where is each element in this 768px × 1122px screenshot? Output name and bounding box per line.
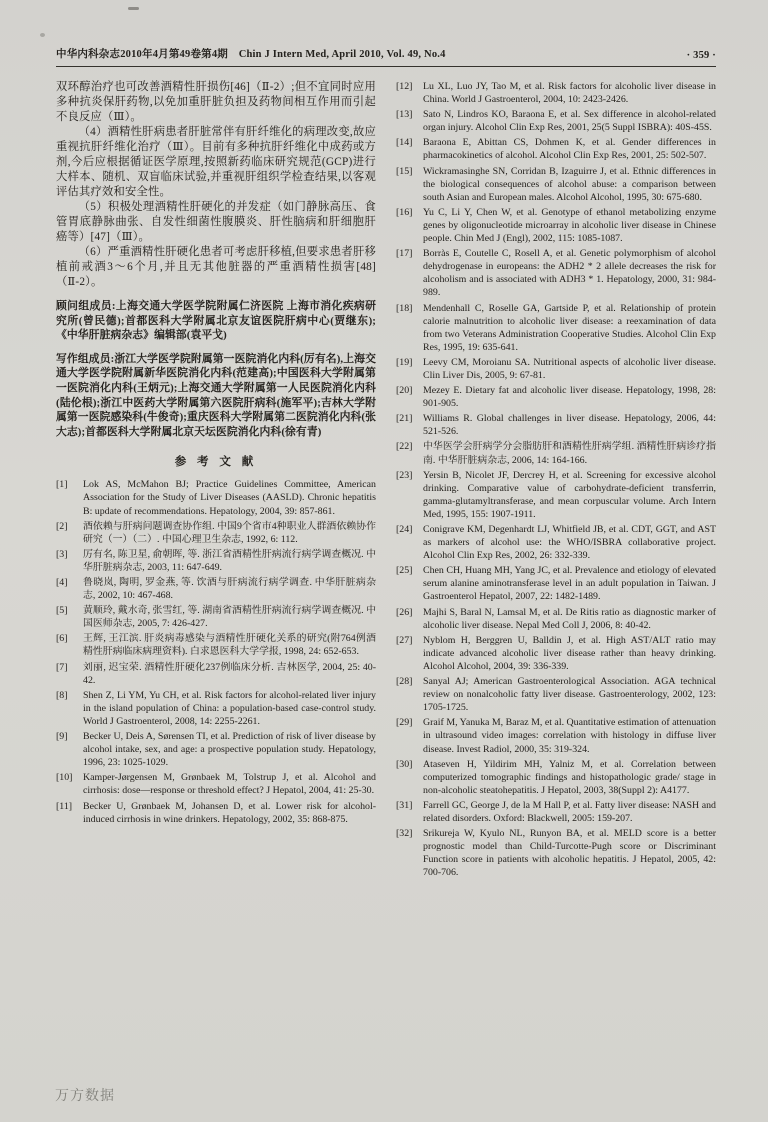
reference-number: [28] xyxy=(396,676,413,688)
reference-item xyxy=(56,520,376,546)
reference-number: [1] xyxy=(56,479,68,491)
reference-text: 酒依赖与肝病问题调查协作组. 中国9个省市4种职业人群酒依赖协作研究（一）（二）. 中国心理卫生杂志, 1992, 6: 112. xyxy=(83,520,376,545)
reference-number: [4] xyxy=(56,577,68,588)
running-header xyxy=(56,46,716,67)
reference-item xyxy=(396,634,716,673)
group-members-paragraph xyxy=(56,299,376,343)
reference-number: [7] xyxy=(56,661,68,673)
reference-text: Yu C, Li Y, Chen W, et al. Genotype of ethanol metabolizing enzyme genes by oligonucleotide microarray in alcoholic liver disease in Chinese people. Chin Med J (Engl), 2002, 115: 1085-1087. xyxy=(423,206,716,245)
reference-number: [24] xyxy=(396,524,413,535)
reference-item xyxy=(396,799,716,825)
reference-number: [31] xyxy=(396,799,413,811)
group-label: 写作组成员: xyxy=(56,352,115,365)
reference-number: [13] xyxy=(396,109,413,121)
body-paragraph: （4）酒精性肝病患者肝脏常伴有肝纤维化的病理改变,故应重视抗肝纤维化治疗（Ⅲ）。目前有多种抗肝纤维化中成药或方剂,今后应根据循证医学原理,按照新药临床研究规范(GCP)进行大样本、随机、双盲临床试验,并重视肝组织学检查结果,以客观评估其疗效和安全性。 xyxy=(56,126,376,198)
reference-item xyxy=(396,827,716,879)
reference-item xyxy=(56,800,376,826)
reference-number: [10] xyxy=(56,772,73,784)
journal-citation-line: 中华内科杂志2010年4月第49卷第4期 Chin J Intern Med, April 2010, Vol. 49, No.4 xyxy=(56,49,446,60)
reference-text: 黄顺玲, 戴水奇, 张雪红, 等. 湖南省酒精性肝病流行病学调查概况. 中国医师杂志, 2005, 7: 426-427. xyxy=(83,605,376,630)
reference-number: [22] xyxy=(396,441,413,453)
body-paragraph: 双环醇治疗也可改善酒精性肝损伤[46]（Ⅱ-2）;但不宜同时应用多种抗炎保肝药物,以免加重肝脏负担及药物间相互作用而引起不良反应（Ⅲ）。 xyxy=(56,81,376,123)
reference-text: Shen Z, Li YM, Yu CH, et al. Risk factors for alcohol-related liver injury in the island population of China: a population-based case-control study. World J Gastroenterol, 2008, 14: 2255-2261. xyxy=(83,689,376,727)
reference-text: 王辉, 王江滨. 肝炎病毒感染与酒精性肝硬化关系的研究(附764例酒精性肝病临床病理资料). 白求恩医科大学学报, 1998, 24: 652-653. xyxy=(83,633,376,658)
group-label: 顾问组成员: xyxy=(56,300,116,312)
reference-text: Conigrave KM, Degenhardt LJ, Whitfield JB, et al. CDT, GGT, and AST as markers of alcohol use: the WHO/ISBRA collaborative project. Alcohol Clin Exp Res, 2002, 26: 332-339. xyxy=(423,524,716,562)
group-members-text: 浙江大学医学院附属第一医院消化内科(厉有名),上海交通大学医学院附属新华医院消化内科(范建高);中国医科大学附属第一医院消化内科(王炳元);上海交通大学附属第一人民医院消化内科(陆伦根);浙江中医药大学附属第六医院肝病科(施军平);吉林大学附属第一医院感染科(牛俊奇);重庆医科大学附属第二医院消化内科(张大志);首都医科大学附属北京天坛医院消化内科(徐有青) xyxy=(56,352,376,438)
reference-text: Ataseven H, Yildirim MH, Yalniz M, et al. Correlation between computerized tomographic findings and histopathologic grade/ stage in non-alcoholic steatohepatitis. J Hepatol, 2003, 38(Suppl 2): A4177. xyxy=(423,758,716,796)
reference-item xyxy=(396,523,716,562)
reference-item xyxy=(56,548,376,574)
reference-item xyxy=(56,730,376,769)
reference-number: [30] xyxy=(396,758,413,770)
reference-item xyxy=(56,771,376,797)
body-paragraph: （6）严重酒精性肝硬化患者可考虑肝移植,但要求患者肝移植前戒酒3～6个月,并且无其他脏器的严重酒精性损害[48]（Ⅱ-2）。 xyxy=(56,246,376,288)
wanfang-data-watermark: 万方数据 xyxy=(55,1088,115,1104)
reference-text: Mezey E. Dietary fat and alcoholic liver disease. Hepatology, 1998, 28: 901-905. xyxy=(423,385,716,410)
reference-text: Wickramasinghe SN, Corridan B, Izaguirre J, et al. Ethnic differences in the biological consequences of alcohol abuse: a comparison between south Asian and European males. Alcohol Alcohol, 1995, 30: 675-680. xyxy=(423,165,716,203)
reference-item xyxy=(56,661,376,687)
two-column-body xyxy=(56,80,716,881)
reference-number: [3] xyxy=(56,548,68,560)
reference-text: Baraona E, Abittan CS, Dohmen K, et al. Gender differences in pharmacokinetics of alcohol. Alcohol Clin Exp Res, 2001, 25: 502-507. xyxy=(423,137,716,162)
reference-item xyxy=(396,206,716,245)
reference-item xyxy=(396,302,716,354)
reference-number: [32] xyxy=(396,828,413,840)
reference-number: [20] xyxy=(396,385,413,397)
reference-item xyxy=(396,165,716,204)
reference-text: Sanyal AJ; American Gastroenterological Association. AGA technical review on nonalcoholic fatty liver disease. Gastroenterology, 2002, 123: 1705-1725. xyxy=(423,676,716,714)
reference-text: 鲁晓岚, 陶明, 罗金燕, 等. 饮酒与肝病流行病学调查. 中华肝脏病杂志, 2002, 10: 467-468. xyxy=(83,577,376,602)
reference-number: [5] xyxy=(56,605,68,617)
reference-text: Becker U, Deis A, Sørensen TI, et al. Prediction of risk of liver disease by alcohol intake, sex, and age: a prospective population study. Hepatology, 1996, 23: 1025-1029. xyxy=(83,731,376,769)
reference-item xyxy=(56,576,376,602)
reference-text: Lok AS, McMahon BJ; Practice Guidelines Committee, American Association for the Study of Liver Diseases (AASLD). Chronic hepatitis B: update of recommendations. Hepatology, 2004, 39: 857-861. xyxy=(83,479,376,517)
reference-item xyxy=(396,384,716,410)
reference-number: [16] xyxy=(396,206,413,218)
reference-number: [2] xyxy=(56,520,68,532)
reference-number: [21] xyxy=(396,413,413,425)
left-column xyxy=(56,80,376,881)
reference-number: [18] xyxy=(396,302,413,314)
reference-text: Becker U, Grønbaek M, Johansen D, et al. Lower risk for alcohol-induced cirrhosis in wine drinkers. Hepatology, 2002, 35: 868-875. xyxy=(83,800,376,825)
reference-item xyxy=(396,136,716,162)
reference-item xyxy=(56,604,376,630)
reference-number: [12] xyxy=(396,81,413,92)
reference-number: [17] xyxy=(396,248,413,260)
reference-item xyxy=(396,108,716,134)
reference-item xyxy=(396,412,716,438)
right-column xyxy=(396,80,716,881)
reference-item xyxy=(396,564,716,603)
reference-item xyxy=(396,469,716,521)
reference-text: 厉有名, 陈卫星, 俞朝晖, 等. 浙江省酒精性肝病流行病学调查概况. 中华肝脏病杂志, 2003, 11: 647-649. xyxy=(83,548,376,573)
reference-text: Lu XL, Luo JY, Tao M, et al. Risk factors for alcoholic liver disease in China. World J Gastroenterol, 2004, 10: 2423-2426. xyxy=(423,81,716,106)
reference-text: Chen CH, Huang MH, Yang JC, et al. Prevalence and etiology of elevated serum alanine aminotransferase level in an adult population in Taiwan. J Gastroenterol Hepatol, 2007, 22: 1482-1489. xyxy=(423,565,716,603)
reference-text: Srikureja W, Kyulo NL, Runyon BA, et al. MELD score is a better prognostic model than Child-Turcotte-Pugh score or Discriminant Function score in patients with alcoholic hepatitis. J Hepatol, 2005, 42: 700-706. xyxy=(423,828,716,879)
reference-text: Farrell GC, George J, de la M Hall P, et al. Fatty liver disease: NASH and related disorders. Oxford: Blackwell, 2005: 159-207. xyxy=(423,799,716,824)
page-content xyxy=(56,46,716,881)
reference-item xyxy=(396,356,716,382)
reference-item xyxy=(396,440,716,466)
scan-artifact xyxy=(128,7,139,10)
reference-number: [26] xyxy=(396,606,413,618)
reference-number: [19] xyxy=(396,356,413,368)
reference-item xyxy=(396,247,716,299)
reference-text: Leevy CM, Moroianu SA. Nutritional aspects of alcoholic liver disease. Clin Liver Dis, 2005, 9: 67-81. xyxy=(423,356,716,381)
scan-artifact xyxy=(40,33,45,37)
reference-number: [15] xyxy=(396,165,413,177)
reference-number: [27] xyxy=(396,634,413,646)
reference-item xyxy=(396,758,716,797)
reference-item xyxy=(396,80,716,106)
reference-item xyxy=(396,716,716,755)
reference-text: Borràs E, Coutelle C, Rosell A, et al. Genetic polymorphism of alcohol dehydrogenase in europeans: the ADH2 * 2 allele decreases the risk for alcoholism and is associated with ADH3 * 1. Hepatology, 2000, 31: 984-989. xyxy=(423,248,716,299)
reference-text: Williams R. Global challenges in liver disease. Hepatology, 2006, 44: 521-526. xyxy=(423,413,716,438)
reference-number: [6] xyxy=(56,633,68,645)
reference-item xyxy=(56,689,376,728)
reference-text: Sato N, Lindros KO, Baraona E, et al. Sex difference in alcohol-related organ injury. Alcohol Clin Exp Res, 2001, 25(5 Suppl ISBRA): 40S-45S. xyxy=(423,109,716,134)
reference-item xyxy=(56,632,376,658)
reference-text: 刘丽, 迟宝荣. 酒精性肝硬化237例临床分析. 吉林医学, 2004, 25: 40-42. xyxy=(83,661,376,686)
group-members-paragraph xyxy=(56,352,376,440)
reference-number: [25] xyxy=(396,565,413,577)
reference-text: Kamper-Jørgensen M, Grønbaek M, Tolstrup J, et al. Alcohol and cirrhosis: dose—response or threshold effect? J Hepatol, 2004, 41: 25-30. xyxy=(83,772,376,797)
reference-text: 中华医学会肝病学分会脂肪肝和酒精性肝病学组. 酒精性肝病诊疗指南. 中华肝脏病杂志, 2006, 14: 164-166. xyxy=(423,441,716,466)
page-number: · 359 · xyxy=(686,50,716,61)
reference-item xyxy=(396,606,716,632)
reference-number: [29] xyxy=(396,717,413,729)
references-heading: 参 考 文 献 xyxy=(174,456,258,469)
reference-number: [8] xyxy=(56,689,68,701)
reference-text: Yersin B, Nicolet JF, Dercrey H, et al. Screening for excessive alcohol drinking. Comparative value of carbohydrate-deficient transferrin, gamma-glutamyltransferase, and mean corpuscular volume. Arch Intern Med, 1995, 155: 1907-1911. xyxy=(423,469,716,520)
reference-text: Mendenhall C, Roselle GA, Gartside P, et al. Relationship of protein calorie malnutrition to alcoholic liver disease: a reexamination of data from two Veterans Administration Cooperative Studies. Alcohol Clin Exp Res, 1995, 19: 635-641. xyxy=(423,302,716,353)
reference-number: [23] xyxy=(396,469,413,481)
body-paragraph: （5）积极处理酒精性肝硬化的并发症（如门静脉高压、食管胃底静脉曲张、自发性细菌性腹膜炎、肝性脑病和肝细胞肝癌等）[47]（Ⅲ）。 xyxy=(56,201,376,243)
reference-text: Majhi S, Baral N, Lamsal M, et al. De Ritis ratio as diagnostic marker of alcoholic liver disease. Nepal Med Coll J, 2006, 8: 40-42. xyxy=(423,606,716,631)
reference-text: Graif M, Yanuka M, Baraz M, et al. Quantitative estimation of attenuation in ultrasound video images: correlation with histology in diffuse liver disease. Invest Radiol, 2000, 35: 319-324. xyxy=(423,717,716,755)
reference-text: Nyblom H, Berggren U, Balldin J, et al. High AST/ALT ratio may indicate advanced alcoholic liver disease rather than heavy drinking. Alcohol Alcohol, 2004, 39: 336-339. xyxy=(423,634,716,672)
reference-item xyxy=(396,675,716,714)
reference-number: [9] xyxy=(56,731,68,743)
group-members-text: 上海交通大学医学院附属仁济医院 上海市消化疾病研究所(曾民德);首都医科大学附属北京友谊医院肝病中心(贾继东);《中华肝脏病杂志》编辑部(袁平戈) xyxy=(56,300,376,342)
reference-item xyxy=(56,478,376,517)
reference-number: [14] xyxy=(396,137,413,149)
reference-number: [11] xyxy=(56,800,73,812)
